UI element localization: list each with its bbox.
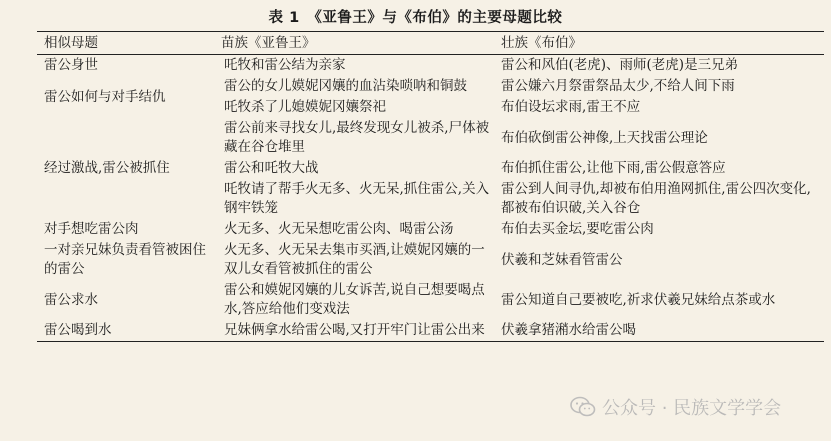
zhuang-cell: 布伯设坛求雨,雷王不应 bbox=[501, 99, 641, 115]
watermark-text: 公众号 · 民族文学学会 bbox=[602, 398, 782, 419]
miao-cell: 雷公前来寻找女儿,最终发现女儿被杀,尸体被藏在谷仓堆里 bbox=[224, 120, 490, 155]
miao-cell: 兄妹俩拿水给雷公喝,又打开牢门让雷公出来 bbox=[224, 322, 485, 338]
wechat-icon bbox=[570, 396, 596, 418]
table-header-row bbox=[37, 32, 824, 55]
motif-cell: 雷公身世 bbox=[44, 57, 98, 73]
zhuang-cell: 伏羲和芝妹看管雷公 bbox=[501, 251, 623, 268]
zhuang-cell: 雷公嫌六月祭雷祭品太少,不给人间下雨 bbox=[501, 78, 735, 94]
zhuang-cell: 布伯砍倒雷公神像,上天找雷公理论 bbox=[501, 129, 708, 146]
motif-cell: 雷公喝到水 bbox=[44, 322, 112, 338]
zhuang-cell: 伏羲拿猪潲水给雷公喝 bbox=[501, 322, 636, 338]
watermark bbox=[570, 394, 781, 420]
motif-cell: 对手想吃雷公肉 bbox=[44, 221, 139, 237]
table-caption: 表 1 《亚鲁王》与《布伯》的主要母题比较 bbox=[268, 10, 563, 26]
table-row bbox=[37, 320, 824, 342]
table-row bbox=[37, 76, 824, 97]
miao-cell: 火无多、火无呆去集市买酒,让嫫妮冈孃的一双儿女看管被抓住的雷公 bbox=[224, 242, 485, 277]
header-motif: 相似母题 bbox=[44, 34, 98, 51]
zhuang-cell: 雷公知道自己要被吃,祈求伏羲兄妹给点茶或水 bbox=[501, 291, 776, 308]
header-miao: 苗族《亚鲁王》 bbox=[221, 34, 316, 51]
header-zhuang: 壮族《布伯》 bbox=[501, 34, 582, 51]
motif-cell: 一对亲兄妹负责看管被困住的雷公 bbox=[44, 242, 206, 277]
miao-cell: 火无多、火无呆想吃雷公肉、喝雷公汤 bbox=[224, 221, 454, 237]
table-row bbox=[37, 118, 824, 158]
miao-cell: 吒牧和雷公结为亲家 bbox=[224, 57, 346, 73]
motif-cell: 经过激战,雷公被抓住 bbox=[44, 160, 170, 176]
miao-cell: 雷公和吒牧大战 bbox=[224, 160, 319, 176]
miao-cell: 吒牧请了帮手火无多、火无呆,抓住雷公,关入钢牢铁笼 bbox=[224, 181, 490, 216]
zhuang-cell: 布伯去买金坛,要吃雷公肉 bbox=[501, 221, 654, 237]
motif-cell: 雷公求水 bbox=[44, 291, 98, 308]
miao-cell: 吒牧杀了儿媳嫫妮冈孃祭祀 bbox=[224, 99, 386, 115]
zhuang-cell: 雷公和风伯(老虎)、雨师(老虎)是三兄弟 bbox=[501, 57, 739, 73]
table-row bbox=[37, 219, 824, 240]
zhuang-cell: 布伯抓住雷公,让他下雨,雷公假意答应 bbox=[501, 160, 726, 176]
table-row bbox=[37, 240, 824, 280]
table-row bbox=[37, 280, 824, 320]
motif-cell: 雷公如何与对手结仇 bbox=[44, 88, 166, 105]
motif-comparison-table bbox=[37, 31, 824, 342]
table-row bbox=[37, 55, 824, 77]
zhuang-cell: 雷公到人间寻仇,却被布伯用渔网抓住,雷公四次变化,都被布伯识破,关入谷仓 bbox=[501, 181, 811, 216]
miao-cell: 雷公的女儿嫫妮冈孃的血沾染唢呐和铜鼓 bbox=[224, 78, 467, 94]
miao-cell: 雷公和嫫妮冈孃的儿女诉苦,说自己想要喝点水,答应给他们变戏法 bbox=[224, 282, 485, 317]
